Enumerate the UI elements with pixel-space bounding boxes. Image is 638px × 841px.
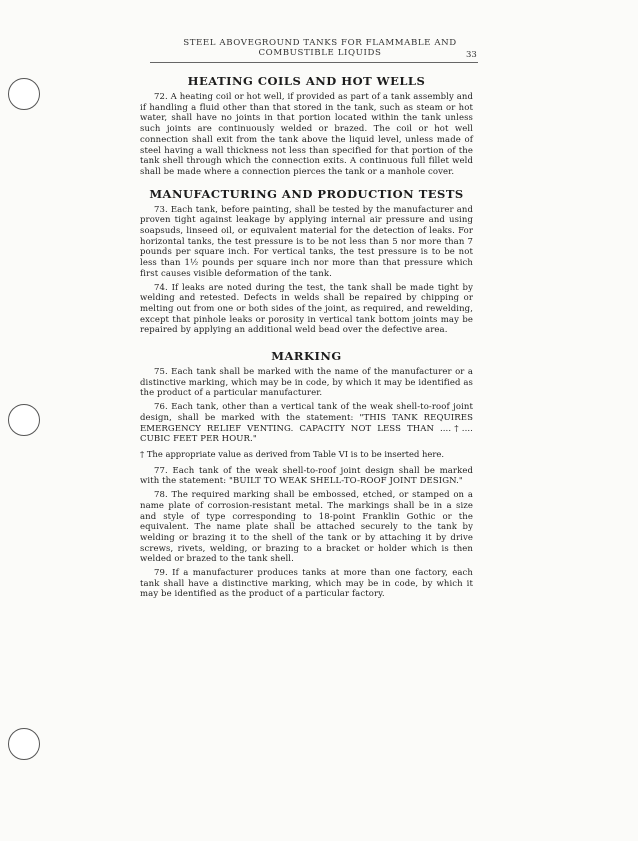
paragraph-76: 76. Each tank, other than a vertical tank of the weak shell-to-roof joint design, shall be marked with the statement: "THIS TANK REQUIRES EMERGENCY RELIEF VENTING. CAPACITY NOT LESS THAN ....†.... CUBIC FEET PER HOUR." (140, 402, 473, 445)
paragraph-77: 77. Each tank of the weak shell-to-roof joint design shall be marked with the statement: "BUILT TO WEAK SHELL-TO-ROOF JOINT DESIGN." (140, 465, 473, 487)
section-title-heating-coils: HEATING COILS AND HOT WELLS (187, 74, 426, 88)
paragraph-74: 74. If leaks are noted during the test, the tank shall be made tight by welding and retested. Defects in welds shall be repaired by chipping or melting out from one or both sides of the joint, as required, and rewelding, except that pinhole leaks or porosity in vertical tank bottom joints may be repaired by applying an additional weld bead over the defective area. (140, 282, 473, 336)
punch-hole-middle (8, 404, 40, 436)
paragraph-75: 75. Each tank shall be marked with the name of the manufacturer or a distinctive marking, which may be in code, by which it may be identified as the product of a particular manufacturer. (140, 367, 473, 399)
paragraph-78: 78. The required marking shall be embossed, etched, or stamped on a name plate of corrosion-resistant metal. The markings shall be in a size and style of type corresponding to 18-point Franklin Gothic or the equivalent. The name plate shall be attached securely to the tank by welding or brazing it to the shell of the tank or by attaching it by drive screws, rivets, welding, or brazing to a bracket or holder which is then welded or brazed to the tank shell. (140, 490, 473, 565)
page-body (140, 74, 473, 603)
punch-hole-bottom (8, 728, 40, 760)
header-line-2: COMBUSTIBLE LIQUIDS (258, 48, 382, 58)
page-number: 33 (466, 50, 477, 60)
footnote: † The appropriate value as derived from Table VI is to be inserted here. (140, 448, 444, 459)
punch-hole-top (8, 78, 40, 110)
section-title-marking: MARKING (271, 349, 342, 364)
running-header (150, 38, 490, 58)
paragraph-72: 72. A heating coil or hot well, if provided as part of a tank assembly and if handling a fluid other than that stored in the tank, such as steam or hot water, shall have no joints in that portion located within the tank unless such joints are continuously welded or brazed. The coil or hot well connection shall exit from the tank above the liquid level, unless made of steel having a wall thickness not less than specified for that portion of the tank shell through which the connection exits. A continuous full fillet weld shall be made where a connection pierces the tank or a manhole cover. (140, 92, 473, 177)
section-title-manufacturing-tests: MANUFACTURING AND PRODUCTION TESTS (149, 186, 464, 201)
header-line-1: STEEL ABOVEGROUND TANKS FOR FLAMMABLE AND (183, 38, 457, 48)
paragraph-73: 73. Each tank, before painting, shall be tested by the manufacturer and proven tight against leakage by applying internal air pressure and using soapsuds, linseed oil, or equivalent material for the detection of leaks. For horizontal tanks, the test pressure is to be not less than 5 nor more than 7 pounds per square inch. For vertical tanks, the test pressure is to be not less than 1½ pounds per square inch nor more than that pressure which first causes visible deformation of the tank. (140, 204, 473, 279)
header-rule (150, 62, 478, 63)
paragraph-79: 79. If a manufacturer produces tanks at more than one factory, each tank shall have a distinctive marking, which may be in code, by which it may be identified as the product of a particular factory. (140, 568, 473, 600)
